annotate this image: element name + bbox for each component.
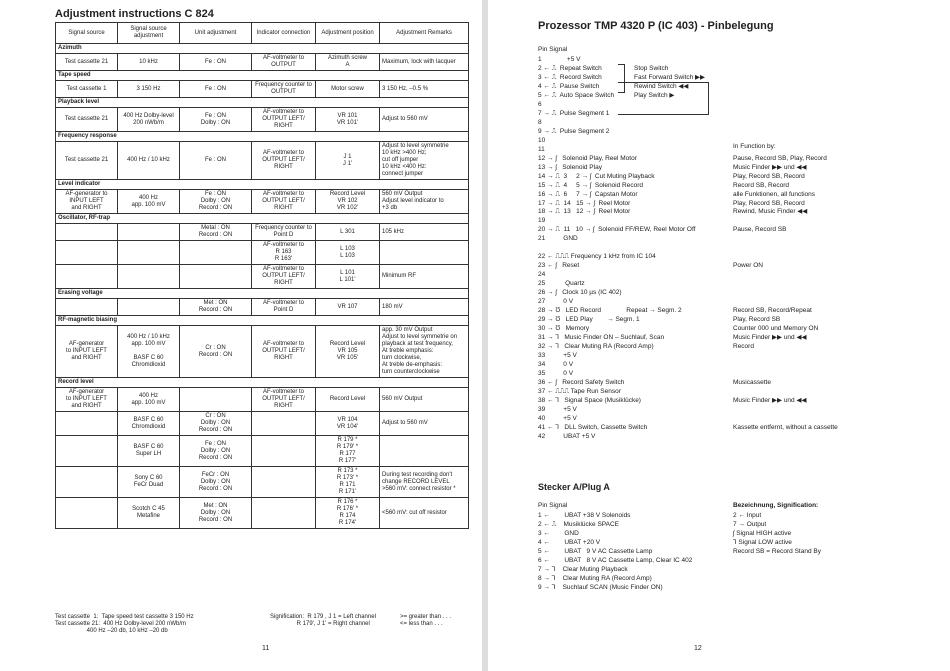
col-header: Signal source — [56, 23, 118, 44]
switch-label: Rewind Switch ◀◀ — [634, 83, 689, 90]
pin-row: 42 UBAT +5 V — [538, 432, 596, 440]
pin-row: 34 0 V — [538, 360, 574, 368]
table-cell: 180 mV — [380, 299, 469, 316]
table-cell — [56, 412, 118, 436]
adjustment-table — [55, 22, 469, 529]
table-cell: VR 104 VR 104' — [316, 412, 380, 436]
table-row — [56, 265, 469, 289]
table-cell: <560 mV: cut off resistor — [380, 498, 469, 529]
table-cell: Fe : ON Dolby : ON — [180, 108, 252, 132]
pin-row: 1 +5 V — [538, 56, 581, 63]
table-cell — [56, 498, 118, 529]
pin-row: 5 ← ⎍ Auto Space Switch — [538, 91, 615, 99]
pin-row: 11 — [538, 145, 545, 153]
table-cell — [56, 299, 118, 316]
pin-row: 39 +5 V — [538, 405, 577, 413]
function-row: Musicassette — [733, 378, 771, 386]
table-cell: Fe : ON Dolby : ON Record : ON — [180, 436, 252, 467]
table-cell: Met : ON Record : ON — [180, 299, 252, 316]
pin-row: 22 ← ⎍⎍⎍ Frequency 1 kHz from IC 104 — [538, 253, 656, 261]
table-cell: AF-voltmeter to R 163 R 163' — [252, 241, 316, 265]
table-row — [56, 108, 469, 132]
function-row: Record SB, Record/Repeat — [733, 307, 812, 315]
table-cell — [56, 224, 118, 241]
function-row: Record SB, Record — [733, 181, 789, 189]
switch-label: Fast Forward Switch ▶▶ — [634, 74, 706, 81]
plug-row: 5 ← UBAT 9 V AC Cassette Lamp — [538, 548, 653, 555]
table-cell — [56, 265, 118, 289]
table-cell — [56, 436, 118, 467]
pin-row: 38 ← ⅂ Signal Space (Musiklücke) — [538, 396, 641, 404]
table-cell: 560 mV Output Adjust level indicator to +3 db — [380, 190, 469, 214]
table-cell: 560 mV Output — [380, 388, 469, 412]
pin-row: 26 → ʃ Clock 10 µs (IC 402) — [538, 289, 622, 297]
section-label: Erasing voltage — [56, 289, 469, 299]
function-row: Pause, Record SB — [733, 226, 787, 234]
function-row: Rewind, Music Finder ◀◀ — [733, 208, 808, 216]
section-label: Oscillator, RF-trap — [56, 214, 469, 224]
table-cell: Record Level VR 105 VR 105' — [316, 326, 380, 378]
plug-sig-header: Bezeichnung, Signification: — [733, 502, 819, 509]
col-header: Indicator connection — [252, 23, 316, 44]
table-cell: VR 101 VR 101' — [316, 108, 380, 132]
pin-row: 10 — [538, 136, 546, 144]
section-row — [56, 316, 469, 326]
pin-header: Pin Signal — [538, 46, 568, 53]
table-row — [56, 190, 469, 214]
table-cell — [180, 265, 252, 289]
plug-row: 8 → ⅂ Clear Muting RA (Record Amp) — [538, 575, 652, 582]
pin-row: 30 → Ʊ Memory — [538, 325, 590, 333]
switch-label: Play Switch ▶ — [634, 92, 675, 99]
plug-signification-row: 7 → Output — [733, 521, 767, 528]
section-label: Azimuth — [56, 44, 469, 54]
table-cell: AF-voltmeter to OUTPUT LEFT/ RIGHT — [252, 108, 316, 132]
pin-row: 19 — [538, 217, 546, 225]
pin-row: 2 ← ⎍ Repeat Switch — [538, 64, 602, 72]
table-cell: AF-voltmeter to OUTPUT — [252, 54, 316, 71]
pin-row: 12 → ʃ Solenoid Play, Reel Motor — [538, 154, 637, 162]
pin-row: 21 GND — [538, 235, 578, 243]
table-cell: Fe : ON — [180, 142, 252, 180]
table-row — [56, 224, 469, 241]
table-cell — [380, 436, 469, 467]
pin-row: 32 → ⅂ Clear Muting RA (Record Amp) — [538, 343, 654, 351]
pin-row: 4 ← ⎍ Pause Switch — [538, 82, 600, 90]
table-cell — [252, 498, 316, 529]
pin-row: 8 — [538, 118, 542, 126]
table-cell: Fe : ON — [180, 54, 252, 71]
table-cell: Fe : ON — [180, 81, 252, 98]
table-cell: Test cassette 21 — [56, 142, 118, 180]
table-cell: 400 Hz app. 100 mV — [118, 190, 180, 214]
table-cell: Adjust to level symmetrie 10 kHz >400 Hz; cut off jumper 10 kHz <400 Hz: connect jumper — [380, 142, 469, 180]
table-cell: L 301 — [316, 224, 380, 241]
pin-row: 14 → ⎍ 3 2 → ʃ Cut Muting Playback — [538, 172, 655, 180]
section-row — [56, 180, 469, 190]
pin-row: 33 +5 V — [538, 352, 577, 359]
table-row — [56, 299, 469, 316]
plug-title: Stecker A/Plug A — [538, 482, 610, 492]
section-row — [56, 98, 469, 108]
function-row: Pause, Record SB, Play, Record — [733, 154, 827, 162]
plug-row: 1 ← UBAT +38 V Solenoids — [538, 512, 631, 519]
pin-row: 41 ← ⅂ DLL Switch, Cassette Switch — [538, 423, 648, 431]
section-label: Frequency response — [56, 132, 469, 142]
table-cell: L 103 L 103 — [316, 241, 380, 265]
function-row: Play, Record SB, Record — [733, 199, 805, 207]
table-cell: BASF C 60 Chromdioxid — [118, 412, 180, 436]
function-row: Music Finder ▶▶ und ◀◀ — [733, 163, 807, 171]
table-cell: 10 kHz — [118, 54, 180, 71]
pin-row: 7 → ⎍ Pulse Segment 1 — [538, 109, 610, 117]
table-cell: BASF C 60 Super LH — [118, 436, 180, 467]
table-cell: Met : ON Dolby : ON Record : ON — [180, 498, 252, 529]
table-cell: AF-voltmeter to Point D — [252, 299, 316, 316]
footnote-1: Test cassette 1: Tape speed test cassette 3 150 Hz — [55, 614, 194, 620]
table-cell: During test recording don't change RECORD LEVEL >560 mV: connect resistor * — [380, 467, 469, 498]
table-cell: Test cassette 21 — [56, 108, 118, 132]
plug-row: 9 → ⅂ Suchlauf SCAN (Music Finder ON) — [538, 584, 663, 591]
table-cell: app. 30 mV Output Adjust to level symmetrie on playback at test frequency, At treble emphasis: turn clockwise, At treble de-emphasis: turn counterclockwise — [380, 326, 469, 378]
table-cell: J 1 J 1' — [316, 142, 380, 180]
table-row — [56, 498, 469, 529]
plug-signification-row: ʃ Signal HIGH active — [733, 530, 792, 537]
plug-row: 3 ← GND — [538, 530, 579, 537]
table-cell: R 176 * R 176' * R 174 R 174' — [316, 498, 380, 529]
plug-row: 4 ← UBAT +20 V — [538, 539, 601, 546]
section-row — [56, 44, 469, 54]
table-row — [56, 142, 469, 180]
table-row — [56, 54, 469, 71]
table-cell: AF-voltmeter to OUTPUT LEFT/ RIGHT — [252, 326, 316, 378]
sign-less: <= less than . . . — [400, 621, 443, 627]
table-cell: Cr : ON Record : ON — [180, 326, 252, 378]
function-row: Kassette entfernt, without a cassette — [733, 423, 838, 431]
table-cell: Minimum RF — [380, 265, 469, 289]
table-cell: AF-voltmeter to OUTPUT LEFT/ RIGHT — [252, 265, 316, 289]
table-cell — [380, 241, 469, 265]
table-row — [56, 436, 469, 467]
table-cell — [56, 241, 118, 265]
pin-row: 35 0 V — [538, 369, 574, 377]
table-cell: 400 Hz / 10 kHz app. 100 mV BASF C 60 Chromdioxid — [118, 326, 180, 378]
function-row: Record — [733, 343, 754, 351]
function-header: In Function by: — [733, 143, 776, 150]
section-row — [56, 378, 469, 388]
col-header: Signal source adjustment — [118, 23, 180, 44]
section-label: RF-magnetic biasing — [56, 316, 469, 326]
section-label: Level indicator — [56, 180, 469, 190]
pin-row: 31 → ⅂ Music Finder ON – Suchlauf, Scan — [538, 334, 665, 342]
table-cell: Sony C 60 FeCr Duad — [118, 467, 180, 498]
pin-row: 36 ← ʃ Record Safety Switch — [538, 378, 625, 386]
table-cell: AF-voltmeter to OUTPUT LEFT/ RIGHT — [252, 190, 316, 214]
col-header: Unit adjustment — [180, 23, 252, 44]
table-cell: FeCr : ON Dolby : ON Record : ON — [180, 467, 252, 498]
table-cell: AF-voltmeter to OUTPUT LEFT/ RIGHT — [252, 388, 316, 412]
table-cell: Fe : ON Dolby : ON Record : ON — [180, 190, 252, 214]
page-number-right: 12 — [694, 645, 702, 652]
table-cell — [118, 241, 180, 265]
footnote-3: 400 Hz –20 db, 10 kHz –20 db — [55, 628, 168, 634]
section-row — [56, 289, 469, 299]
signification-2: R 179', J 1' = Right channel — [270, 621, 370, 627]
table-cell: Motor screw — [316, 81, 380, 98]
table-cell — [56, 467, 118, 498]
table-cell: L 101 L 101' — [316, 265, 380, 289]
plug-row: 6 ← UBAT 8 V AC Cassette Lamp, Clear IC 402 — [538, 557, 693, 564]
plug-row: 7 → ⅂ Clear Muting Playback — [538, 566, 628, 573]
table-cell — [180, 241, 252, 265]
signification-1: Signification: R 179 , J 1 = Left channel — [270, 614, 376, 620]
pin-row: 23 ← ʃ Reset — [538, 262, 580, 270]
pin-row: 27 0 V — [538, 298, 574, 306]
plug-row: 2 ← ⎍ Musiklücke SPACE — [538, 521, 620, 528]
function-row: Music Finder ▶▶ und ◀◀ — [733, 334, 807, 342]
table-cell: Azimuth screw A — [316, 54, 380, 71]
plug-signification-row: ⅂ Signal LOW active — [733, 539, 792, 546]
pin-row: 15 → ⎍ 4 5 → ʃ Solenoid Record — [538, 181, 643, 189]
table-cell: Test cassette 21 — [56, 54, 118, 71]
pin-row: 40 +5 V — [538, 414, 577, 422]
pin-row: 16 → ⎍ 6 7 → ʃ Capstan Motor — [538, 190, 638, 198]
table-cell: Record Level VR 102 VR 102' — [316, 190, 380, 214]
table-cell: Frequency counter to Point D — [252, 224, 316, 241]
table-row — [56, 81, 469, 98]
table-cell — [118, 224, 180, 241]
section-row — [56, 71, 469, 81]
function-row: Play, Record SB — [733, 316, 781, 324]
table-cell: AF-voltmeter to OUTPUT LEFT/ RIGHT — [252, 142, 316, 180]
table-row — [56, 388, 469, 412]
pin-row: 13 → ʃ Solenoid Play — [538, 163, 602, 171]
section-label: Playback level — [56, 98, 469, 108]
table-cell: R 179 * R 179' * R 177 R 177' — [316, 436, 380, 467]
table-cell: Record Level — [316, 388, 380, 412]
table-cell: 3 150 Hz, –0.5 % — [380, 81, 469, 98]
table-cell: AF-generator to INPUT LEFT and RIGHT — [56, 190, 118, 214]
pin-row: 20 → ⎍ 11 10 → ʃ Solenoid FF/REW, Reel Motor Off — [538, 226, 696, 234]
plug-signification-row: 2 ← Input — [733, 512, 762, 519]
table-row — [56, 326, 469, 378]
section-row — [56, 214, 469, 224]
pin-row: 6 — [538, 100, 542, 108]
col-header: Adjustment Remarks — [380, 23, 469, 44]
pin-row: 24 — [538, 271, 546, 279]
table-cell: 400 Hz app. 100 mV — [118, 388, 180, 412]
pin-row: 25 Quartz — [538, 280, 585, 288]
pin-row: 17 → ⎍ 14 15 → ʃ Reel Motor — [538, 199, 631, 207]
table-cell: Adjust to 560 mV — [380, 412, 469, 436]
pin-row: 28 → Ʊ LED Record Repeat → Segm. 2 — [538, 307, 682, 315]
page-title-right: Prozessor TMP 4320 P (IC 403) - Pinbelegung — [538, 20, 774, 32]
table-cell — [252, 467, 316, 498]
function-row: alle Funktionen, all functions — [733, 190, 816, 198]
right-page — [488, 0, 950, 671]
table-cell: Adjust to 560 mV — [380, 108, 469, 132]
table-cell: VR 107 — [316, 299, 380, 316]
table-cell: 3 150 Hz — [118, 81, 180, 98]
plug-signification-row: Record SB = Record Stand By — [733, 548, 821, 555]
table-row — [56, 467, 469, 498]
table-cell: R 173 * R 173' * R 171 R 171' — [316, 467, 380, 498]
table-row — [56, 412, 469, 436]
pin-row: 37 ← ⎍⎍⎍ Tape Run Sensor — [538, 387, 621, 395]
table-cell: 400 Hz / 10 kHz — [118, 142, 180, 180]
table-row — [56, 241, 469, 265]
function-row: Power ON — [733, 262, 763, 270]
function-row: Counter 000 und Memory ON — [733, 325, 819, 333]
function-row: Play, Record SB, Record — [733, 172, 805, 180]
section-label: Tape speed — [56, 71, 469, 81]
page-number-left: 11 — [262, 645, 270, 652]
table-cell — [252, 436, 316, 467]
table-cell — [118, 265, 180, 289]
pin-row: 29 → Ʊ LED Play → Segm. 1 — [538, 316, 640, 324]
table-cell: Frequency counter to OUTPUT — [252, 81, 316, 98]
footnote-2: Test cassette 21: 400 Hz Dolby-level 200 nWb/m — [55, 621, 187, 627]
table-cell: Test cassette 1 — [56, 81, 118, 98]
plug-pin-header: Pin Signal — [538, 502, 568, 509]
sign-greater: >= greater than . . . — [400, 614, 452, 620]
pin-row: 18 → ⎍ 13 12 → ʃ Reel Motor — [538, 208, 631, 216]
table-cell: Cr : ON Dolby : ON Record : ON — [180, 412, 252, 436]
table-cell: AF-generator to INPUT LEFT and RIGHT — [56, 388, 118, 412]
table-cell: AF-generator to INPUT LEFT and RIGHT — [56, 326, 118, 378]
table-cell: Scotch C 45 Metafine — [118, 498, 180, 529]
switch-label: Stop Switch — [634, 65, 669, 72]
col-header: Adjustment position — [316, 23, 380, 44]
pin-row: 3 ← ⎍ Record Switch — [538, 73, 602, 81]
page-title-left: Adjustment instructions C 824 — [55, 8, 214, 20]
table-cell — [180, 388, 252, 412]
pin-row: 9 → ⎍ Pulse Segment 2 — [538, 127, 610, 135]
table-cell: 105 kHz — [380, 224, 469, 241]
table-header-row — [56, 23, 469, 44]
section-label: Record level — [56, 378, 469, 388]
table-cell: Maximum, lock with lacquer — [380, 54, 469, 71]
table-cell — [118, 299, 180, 316]
section-row — [56, 132, 469, 142]
function-row: Music Finder ▶▶ und ◀◀ — [733, 396, 807, 404]
table-cell: 400 Hz Dolby-level 200 nWb/m — [118, 108, 180, 132]
table-cell — [252, 412, 316, 436]
table-cell: Metal : ON Record : ON — [180, 224, 252, 241]
